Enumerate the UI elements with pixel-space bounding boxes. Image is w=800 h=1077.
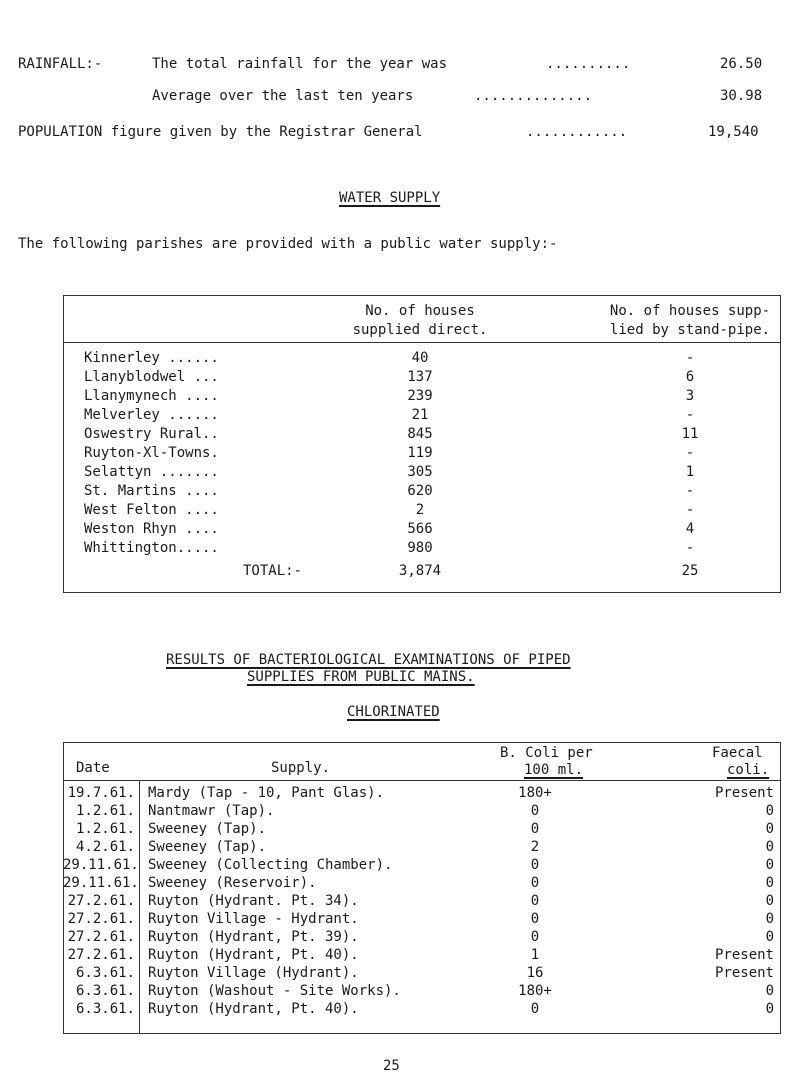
parish-name: Selattyn ....... [84,464,219,480]
population-dots: ............ [526,124,628,140]
houses-direct: 980 [407,540,433,556]
col-standpipe-header-1: No. of houses supp- [609,303,771,319]
houses-standpipe: - [685,445,695,461]
rainfall-avg-dots: .............. [474,88,593,104]
population-value: 19,540 [708,124,759,140]
result-supply: Sweeney (Collecting Chamber). [148,857,393,873]
result-date: 6.3.61. [75,1001,135,1017]
result-faecal: 0 [765,911,774,927]
houses-direct: 119 [407,445,433,461]
col-supply-header: Supply. [271,760,331,776]
result-date: 4.2.61. [75,839,135,855]
houses-standpipe: 1 [685,464,695,480]
houses-direct: 21 [411,407,429,423]
result-faecal: 0 [765,1001,774,1017]
col-faecal-header-1: Faecal [712,745,763,761]
houses-direct: 40 [411,350,429,366]
rainfall-total-value: 26.50 [720,56,763,72]
result-supply: Ruyton (Hydrant, Pt. 39). [148,929,359,945]
col-faecal-header-2: coli. [727,762,770,778]
houses-direct: 305 [407,464,433,480]
result-bcoli: 0 [530,1001,540,1017]
result-date: 19.7.61. [67,785,135,801]
col-direct-header-2: supplied direct. [352,322,488,338]
parish-name: Kinnerley ...... [84,350,219,366]
parish-name: Weston Rhyn .... [84,521,219,537]
parish-name: Llanymynech .... [84,388,219,404]
parish-name: St. Martins .... [84,483,219,499]
houses-standpipe: - [685,502,695,518]
parish-name: Ruyton-Xl-Towns. [84,445,219,461]
houses-standpipe: - [685,540,695,556]
houses-standpipe: 11 [681,426,699,442]
houses-direct: 620 [407,483,433,499]
result-supply: Nantmawr (Tap). [148,803,275,819]
result-date: 27.2.61. [67,929,135,945]
result-bcoli: 16 [526,965,544,981]
result-supply: Sweeney (Reservoir). [148,875,317,891]
rainfall-total-dots: .......... [546,56,631,72]
results-header-divider [63,780,781,781]
parish-name: Oswestry Rural.. [84,426,219,442]
result-supply: Ruyton (Hydrant, Pt. 40). [148,1001,359,1017]
result-faecal: 0 [765,803,774,819]
result-bcoli: 0 [530,821,540,837]
result-faecal: 0 [765,875,774,891]
results-date-divider [139,780,140,1033]
rainfall-label: RAINFALL:- [18,56,103,72]
result-bcoli: 0 [530,893,540,909]
total-standpipe: 25 [681,563,699,579]
result-supply: Ruyton Village - Hydrant. [148,911,359,927]
houses-standpipe: 3 [685,388,695,404]
parish-name: Melverley ...... [84,407,219,423]
result-supply: Ruyton Village (Hydrant). [148,965,359,981]
result-date: 27.2.61. [67,893,135,909]
result-supply: Ruyton (Washout - Site Works). [148,983,401,999]
houses-standpipe: - [685,483,695,499]
result-date: 29.11.61. [63,875,139,891]
result-bcoli: 0 [530,911,540,927]
result-faecal: 0 [765,893,774,909]
table-header-divider [63,342,781,343]
water-supply-intro: The following parishes are provided with a public water supply:- [18,236,558,252]
result-date: 27.2.61. [67,947,135,963]
results-subheading: CHLORINATED [347,704,440,720]
col-direct-header-1: No. of houses [365,303,475,319]
population-text: POPULATION figure given by the Registrar General [18,124,423,140]
col-date-header: Date [76,760,110,776]
houses-standpipe: 4 [685,521,695,537]
houses-direct: 239 [407,388,433,404]
houses-direct: 137 [407,369,433,385]
col-bcoli-header-1: B. Coli per [500,745,593,761]
result-bcoli: 180+ [518,983,552,999]
result-faecal: 0 [765,929,774,945]
result-faecal: 0 [765,839,774,855]
rainfall-avg-value: 30.98 [720,88,763,104]
result-bcoli: 180+ [518,785,552,801]
col-bcoli-header-2: 100 ml. [524,762,584,778]
rainfall-avg-text: Average over the last ten years [152,88,414,104]
parish-name: Whittington..... [84,540,219,556]
results-heading-2: SUPPLIES FROM PUBLIC MAINS. [247,669,475,685]
result-bcoli: 0 [530,875,540,891]
result-faecal: 0 [765,821,774,837]
result-bcoli: 0 [530,929,540,945]
result-date: 1.2.61. [75,821,135,837]
result-supply: Mardy (Tap - 10, Pant Glas). [148,785,385,801]
result-date: 29.11.61. [63,857,139,873]
result-faecal: Present [714,965,774,981]
result-supply: Sweeney (Tap). [148,839,267,855]
result-faecal: Present [714,785,774,801]
houses-standpipe: - [685,407,695,423]
parish-name: Llanyblodwel ... [84,369,219,385]
houses-direct: 566 [407,521,433,537]
col-standpipe-header-2: lied by stand-pipe. [609,322,771,338]
result-date: 6.3.61. [75,983,135,999]
result-date: 6.3.61. [75,965,135,981]
result-date: 27.2.61. [67,911,135,927]
water-supply-heading: WATER SUPPLY [339,190,441,206]
total-label: TOTAL:- [242,563,302,579]
total-direct: 3,874 [398,563,442,579]
result-bcoli: 2 [530,839,540,855]
result-bcoli: 1 [530,947,540,963]
result-date: 1.2.61. [75,803,135,819]
houses-standpipe: - [685,350,695,366]
page-number: 25 [383,1058,400,1074]
result-bcoli: 0 [530,803,540,819]
parish-name: West Felton .... [84,502,219,518]
houses-standpipe: 6 [685,369,695,385]
result-faecal: 0 [765,983,774,999]
results-heading-1: RESULTS OF BACTERIOLOGICAL EXAMINATIONS OF PIPED [166,652,571,668]
houses-direct: 2 [415,502,425,518]
result-faecal: 0 [765,857,774,873]
result-supply: Sweeney (Tap). [148,821,267,837]
houses-direct: 845 [407,426,433,442]
result-bcoli: 0 [530,857,540,873]
result-supply: Ruyton (Hydrant, Pt. 40). [148,947,359,963]
rainfall-total-text: The total rainfall for the year was [152,56,448,72]
result-faecal: Present [714,947,774,963]
result-supply: Ruyton (Hydrant. Pt. 34). [148,893,359,909]
